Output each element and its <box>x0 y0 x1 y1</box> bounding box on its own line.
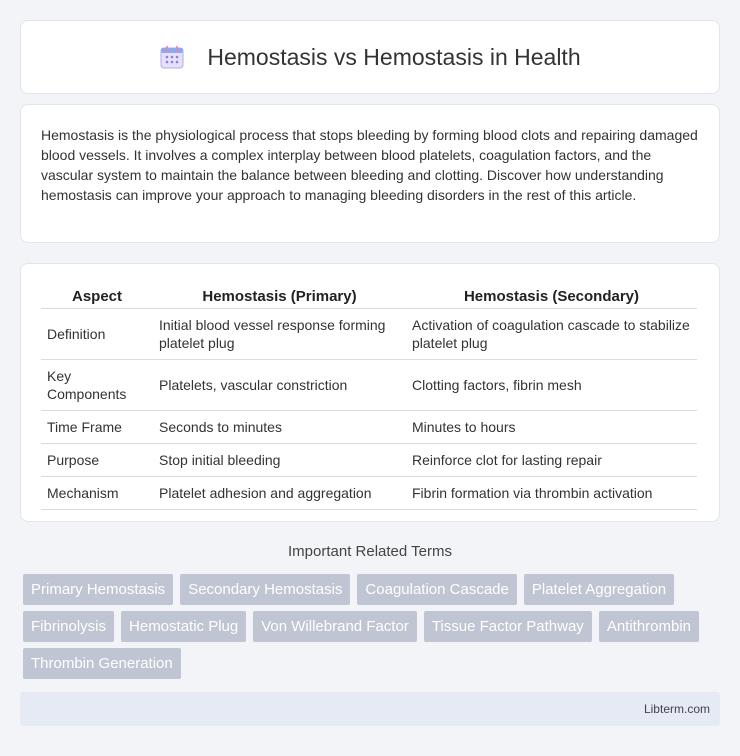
term-tag[interactable]: Tissue Factor Pathway <box>424 611 592 642</box>
term-tag[interactable]: Fibrinolysis <box>23 611 114 642</box>
table-cell: Fibrin formation via thrombin activation <box>406 477 697 510</box>
table-cell: Activation of coagulation cascade to stabilize platelet plug <box>406 309 697 360</box>
header-secondary: Hemostasis (Secondary) <box>406 286 697 309</box>
term-tag[interactable]: Secondary Hemostasis <box>180 574 350 605</box>
table-cell: Mechanism <box>41 477 153 510</box>
comparison-table-card <box>20 263 720 522</box>
header-card <box>20 20 720 94</box>
comparison-table <box>41 286 697 510</box>
table-row <box>41 444 697 477</box>
table-row <box>41 411 697 444</box>
term-tag[interactable]: Antithrombin <box>599 611 699 642</box>
related-terms-list <box>23 574 723 685</box>
term-tag[interactable]: Coagulation Cascade <box>357 574 516 605</box>
term-tag[interactable]: Platelet Aggregation <box>524 574 674 605</box>
related-terms-title: Important Related Terms <box>288 543 452 560</box>
table-cell: Platelets, vascular constriction <box>153 360 406 411</box>
table-cell: Reinforce clot for lasting repair <box>406 444 697 477</box>
intro-card <box>20 104 720 243</box>
calendar-icon <box>159 44 185 70</box>
table-cell: Time Frame <box>41 411 153 444</box>
table-cell: Clotting factors, fibrin mesh <box>406 360 697 411</box>
table-cell: Platelet adhesion and aggregation <box>153 477 406 510</box>
table-cell: Initial blood vessel response forming platelet plug <box>153 309 406 360</box>
page-title: Hemostasis vs Hemostasis in Health <box>207 43 581 70</box>
table-cell: Seconds to minutes <box>153 411 406 444</box>
footer-site-link[interactable]: Libterm.com <box>643 702 710 716</box>
header-aspect: Aspect <box>41 286 153 309</box>
table-row <box>41 360 697 411</box>
table-cell: Definition <box>41 309 153 360</box>
table-header-row <box>41 286 697 309</box>
term-tag[interactable]: Primary Hemostasis <box>23 574 173 605</box>
term-tag[interactable]: Hemostatic Plug <box>121 611 246 642</box>
term-tag[interactable]: Thrombin Generation <box>23 648 181 679</box>
intro-text: Hemostasis is the physiological process that stops bleeding by forming blood clots and repairing damaged blood vessels. It involves a complex interplay between blood platelets, coagulation factors, and the vascular system to maintain the balance between bleeding and clotting. Discover how understanding hemostasis can improve your approach to managing bleeding disorders in the rest of this article. <box>41 127 698 203</box>
table-cell: Purpose <box>41 444 153 477</box>
table-cell: Minutes to hours <box>406 411 697 444</box>
table-cell: Key Components <box>41 360 153 411</box>
term-tag[interactable]: Von Willebrand Factor <box>253 611 417 642</box>
table-row <box>41 477 697 510</box>
table-row <box>41 309 697 360</box>
header-primary: Hemostasis (Primary) <box>153 286 406 309</box>
table-cell: Stop initial bleeding <box>153 444 406 477</box>
footer <box>20 692 720 726</box>
